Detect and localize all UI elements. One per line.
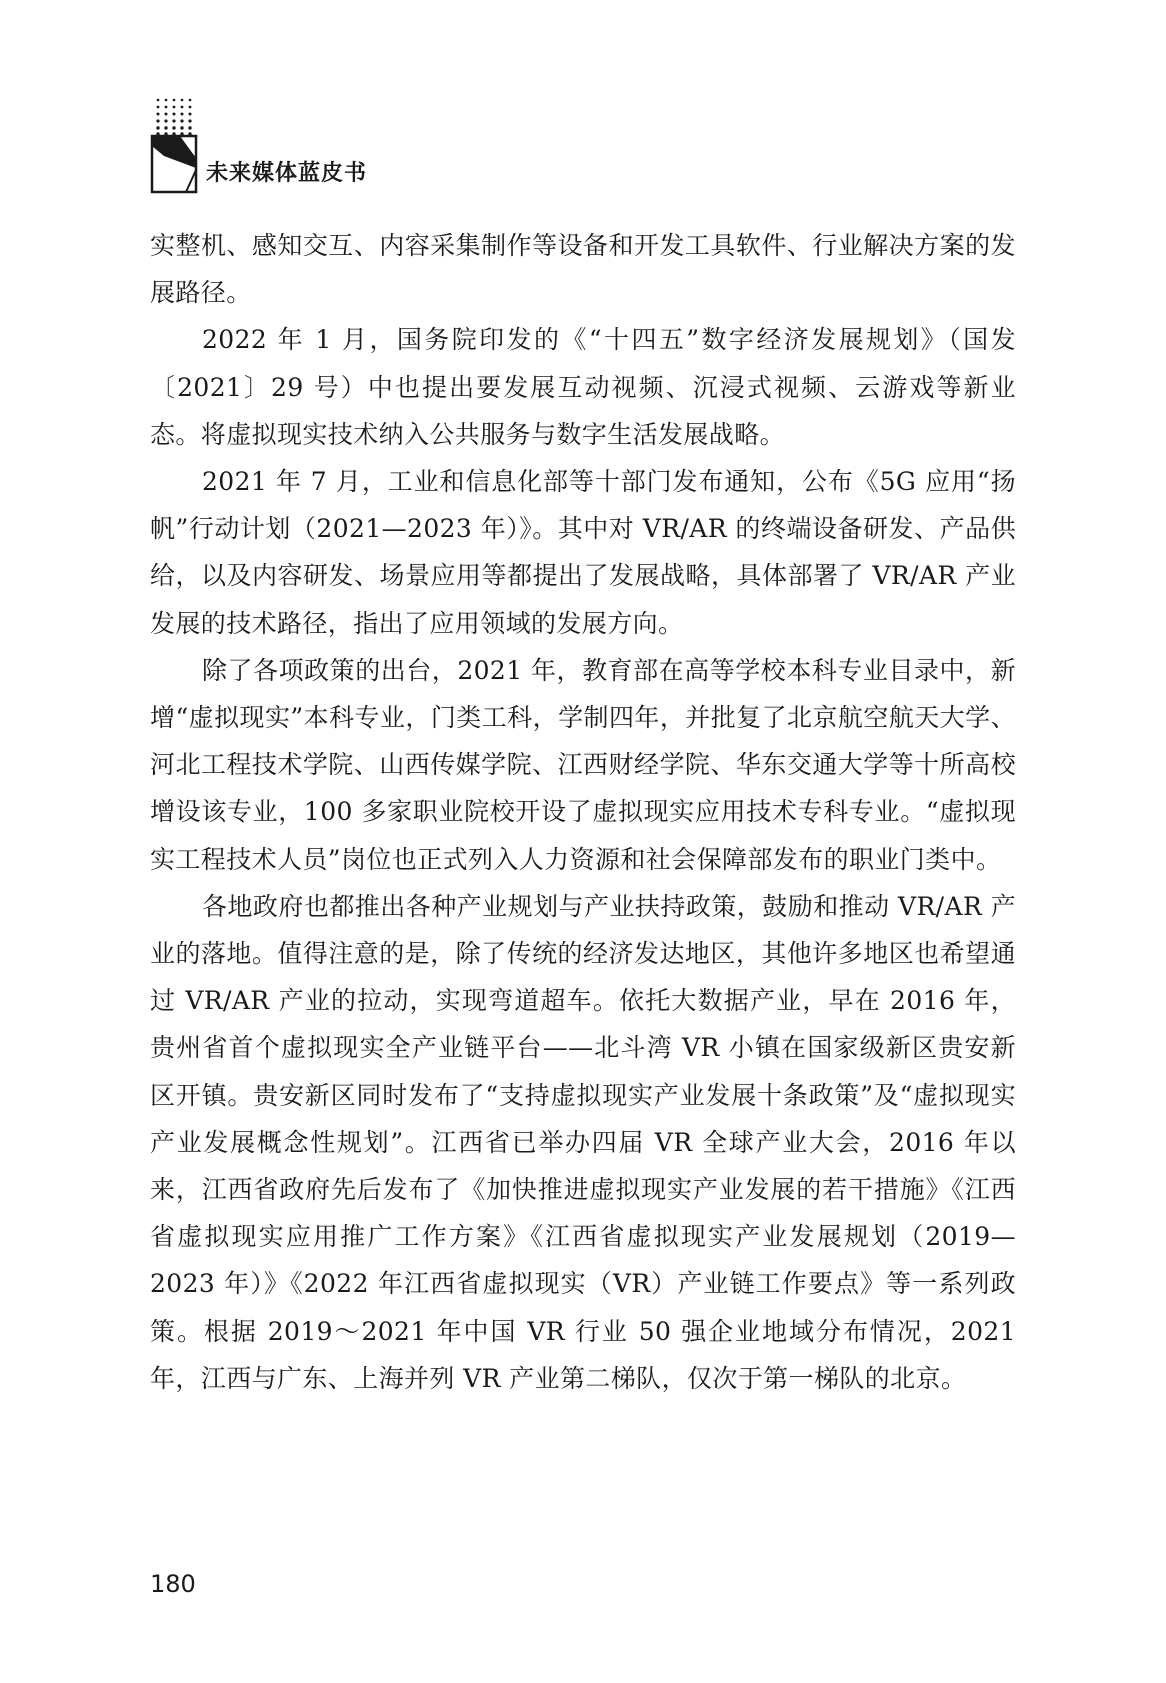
dot-grid-icon bbox=[154, 96, 194, 136]
paragraph: 除了各项政策的出台，2021 年，教育部在高等学校本科专业目录中，新增“虚拟现实”本科专业，门类工科，学制四年，并批复了北京航空航天大学、河北工程技术学院、山西传媒学院、江西财经学院、华东交通大学等十所高校增设该专业，100 多家职业院校开设了虚拟现实应用技术专科专业。“虚拟现实工程技术人员”岗位也正式列入人力资源和社会保障部发布的职业门类中。 bbox=[150, 655, 1016, 874]
running-header bbox=[150, 90, 450, 200]
paragraph: 2022 年 1 月，国务院印发的《“十四五”数字经济发展规划》（国发〔2021〕29 号）中也提出要发展互动视频、沉浸式视频、云游戏等新业态。将虚拟现实技术纳入公共服务与数字生活发展战略。 bbox=[150, 325, 1016, 449]
paragraph-continuation: 实整机、感知交互、内容采集制作等设备和开发工具软件、行业解决方案的发展路径。 bbox=[150, 231, 1016, 308]
page-number: 180 bbox=[150, 1570, 196, 1598]
paragraph: 2021 年 7 月，工业和信息化部等十部门发布通知，公布《5G 应用“扬帆”行动计划（2021—2023 年）》。其中对 VR/AR 的终端设备研发、产品供给，以及内容研发、场景应用等都提出了发展战略，具体部署了 VR/AR 产业发展的技术路径，指出了应用领域的发展方向。 bbox=[150, 467, 1016, 638]
book-title: 未来媒体蓝皮书 bbox=[206, 161, 368, 186]
paragraph: 各地政府也都推出各种产业规划与产业扶持政策，鼓励和推动 VR/AR 产业的落地。值得注意的是，除了传统的经济发达地区，其他许多地区也希望通过 VR/AR 产业的拉动，实现弯道超车。依托大数据产业，早在 2016 年，贵州省首个虚拟现实全产业链平台——北斗湾 VR 小镇在国家级新区贵安新区开镇。贵安新区同时发布了“支持虚拟现实产业发展十条政策”及“虚拟现实产业发展概念性规划”。江西省已举办四届 VR 全球产业大会，2016 年以来，江西省政府先后发布了《加快推进虚拟现实产业发展的若干措施》《江西省虚拟现实应用推广工作方案》《江西省虚拟现实产业发展规划（2019—2023 年）》《2022 年江西省虚拟现实（VR）产业链工作要点》等一系列政策。根据 2019～2021 年中国 VR 行业 50 强企业地域分布情况，2021 年，江西与广东、上海并列 VR 产业第二梯队，仅次于第一梯队的北京。 bbox=[150, 891, 1016, 1393]
folded-book-icon bbox=[150, 134, 198, 194]
body-text bbox=[150, 222, 1016, 1402]
